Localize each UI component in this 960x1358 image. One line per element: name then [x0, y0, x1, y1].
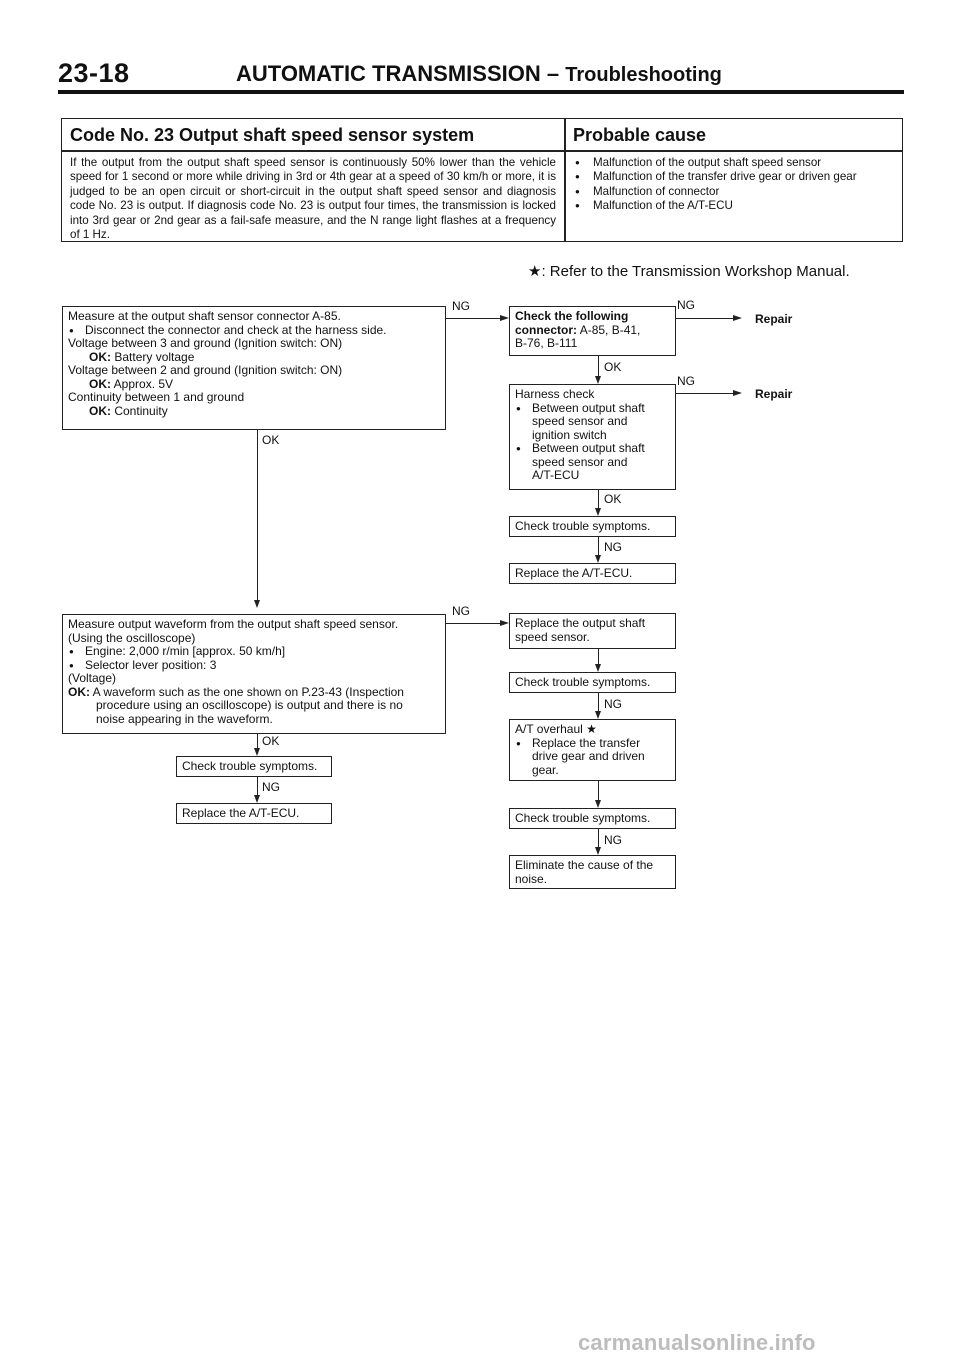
box-line: speed sensor. — [515, 629, 590, 644]
connector-line — [446, 318, 500, 319]
page-number: 23-18 — [58, 58, 130, 88]
code-heading: Code No. 23 Output shaft speed sensor system — [70, 125, 475, 145]
ok-label: OK — [604, 492, 622, 506]
ok-value: Battery voltage — [114, 349, 195, 364]
ng-label: NG — [677, 298, 695, 312]
ok-key: OK: — [68, 684, 90, 699]
connector-line — [598, 356, 599, 376]
repair-label: Repair — [755, 312, 793, 326]
box-line: Measure at the output shaft sensor connector A-85. — [68, 309, 341, 323]
box-line: Measure output waveform from the output shaft speed sensor. — [68, 617, 399, 631]
arrow-down-icon — [254, 748, 260, 756]
connector-line — [446, 623, 500, 624]
box-line: ● Selector lever position: 3 — [68, 659, 440, 673]
cause-item: ● Malfunction of the transfer drive gear or driven gear — [575, 170, 901, 184]
connector-line — [257, 777, 258, 795]
watermark: carmanualsonline.info — [578, 1330, 816, 1355]
box-line: ● Engine: 2,000 r/min [approx. 50 km/h] — [68, 645, 440, 659]
ok-value: Approx. 5V — [113, 376, 174, 391]
ng-label: NG — [452, 299, 470, 313]
repair-label: Repair — [755, 387, 793, 401]
arrow-down-icon — [254, 795, 260, 803]
connector-line — [598, 537, 599, 555]
connector-line — [598, 649, 599, 664]
connector-line — [598, 781, 599, 800]
box-line: noise. — [515, 871, 548, 886]
arrow-down-icon — [595, 664, 601, 672]
ng-label: NG — [604, 540, 622, 554]
box-line: ● Replace the transfer — [515, 737, 670, 751]
workshop-note: ★: Refer to the Transmission Workshop Manual. — [528, 263, 850, 280]
ok-key: OK: — [89, 349, 111, 364]
arrow-down-icon — [254, 600, 260, 608]
box-line: ● Between output shaft — [515, 442, 670, 456]
box-line: noise appearing in the waveform. — [96, 711, 273, 726]
header-rule — [58, 90, 904, 94]
connector-line — [598, 490, 599, 508]
ok-key: OK: — [89, 403, 111, 418]
measure-waveform-box — [62, 614, 446, 734]
check-symptoms-box: Check trouble symptoms. — [509, 808, 676, 829]
ok-line — [68, 351, 440, 365]
cause-item: ● Malfunction of the A/T-ECU — [575, 199, 901, 213]
box-line: Voltage between 2 and ground (Ignition switch: ON) — [68, 363, 343, 377]
page-title — [236, 61, 722, 87]
ok-label: OK — [604, 360, 622, 374]
box-line: Eliminate the cause of the — [515, 858, 654, 872]
arrow-right-icon — [500, 620, 509, 626]
box-line: ● Disconnect the connector and check at the harness side. — [68, 324, 440, 338]
box-line: speed sensor and — [532, 414, 628, 428]
cause-heading: Probable cause — [573, 125, 707, 145]
check-connector-box — [509, 306, 676, 356]
code-table-header-rule — [61, 150, 903, 152]
ok-line — [68, 378, 440, 392]
arrow-right-icon — [500, 315, 509, 321]
ng-label: NG — [604, 833, 622, 847]
arrow-down-icon — [595, 847, 601, 855]
box-line: B-76, B-111 — [515, 336, 578, 350]
box-line: speed sensor and — [532, 454, 628, 469]
box-line: Voltage between 3 and ground (Ignition switch: ON) — [68, 336, 343, 350]
arrow-right-icon — [733, 390, 742, 396]
code-description: If the output from the output shaft speed sensor is continuously 50% lower than the vehicle speed for 1 second or more while driving in 3rd or 4th gear at a speed of 30 km/h or more, it is judged to be an open circuit or short-circuit in the output shaft speed sensor and diagnosis code No. 23 is output. If diagnosis code No. 23 is output four times, the transmission is locked into 3rd gear or 2nd gear as a fail-safe measure, and the N range light flashes at a frequency of 1 Hz. — [70, 156, 556, 242]
harness-check-box — [509, 384, 676, 490]
connector-value: A-85, B-41, — [579, 322, 641, 337]
cause-item: ● Malfunction of the output shaft speed sensor — [575, 156, 901, 170]
cause-item: ● Malfunction of connector — [575, 185, 901, 199]
ng-label: NG — [262, 780, 280, 794]
connector-line — [598, 829, 599, 847]
arrow-down-icon — [595, 555, 601, 563]
code-table-divider — [564, 118, 566, 242]
ok-value: Continuity — [114, 403, 168, 418]
box-line: (Voltage) — [68, 671, 117, 685]
arrow-down-icon — [595, 376, 601, 384]
ok-value: A waveform such as the one shown on P.23-43 (Inspection — [92, 684, 404, 699]
connector-line — [676, 318, 733, 319]
title-dash: – — [546, 61, 560, 86]
box-line: gear. — [532, 762, 559, 777]
box-line: Harness check — [515, 387, 595, 401]
ok-label: OK — [262, 734, 280, 748]
replace-ecu-box: Replace the A/T-ECU. — [176, 803, 332, 824]
title-sub: Troubleshooting — [565, 64, 722, 86]
box-line: ignition switch — [532, 427, 607, 442]
ng-label: NG — [677, 374, 695, 388]
measure-connector-box — [62, 306, 446, 430]
box-line: Continuity between 1 and ground — [68, 390, 245, 404]
arrow-down-icon — [595, 508, 601, 516]
arrow-right-icon — [733, 315, 742, 321]
connector-line — [676, 393, 733, 394]
box-line: ● Between output shaft — [515, 402, 670, 416]
check-symptoms-box: Check trouble symptoms. — [509, 516, 676, 537]
box-line: Check the following — [515, 309, 629, 323]
box-line: drive gear and driven — [532, 749, 645, 763]
check-symptoms-box: Check trouble symptoms. — [176, 756, 332, 777]
ok-label: OK — [262, 433, 280, 447]
box-line: procedure using an oscilloscope) is output and there is no — [96, 698, 403, 712]
arrow-down-icon — [595, 800, 601, 808]
ok-line — [68, 405, 440, 419]
connector-key: connector: — [515, 322, 578, 337]
connector-line — [257, 734, 258, 748]
replace-sensor-box — [509, 613, 676, 649]
eliminate-noise-box — [509, 855, 676, 889]
ok-line — [68, 686, 440, 700]
ng-label: NG — [452, 604, 470, 618]
arrow-down-icon — [595, 711, 601, 719]
replace-ecu-box: Replace the A/T-ECU. — [509, 563, 676, 584]
ng-label: NG — [604, 697, 622, 711]
box-line: A/T overhaul ★ — [515, 722, 597, 736]
box-line: A/T-ECU — [532, 468, 580, 482]
cause-list — [575, 156, 901, 214]
connector-line — [257, 430, 258, 606]
connector-line — [598, 693, 599, 711]
ok-key: OK: — [89, 376, 111, 391]
title-main: AUTOMATIC TRANSMISSION — [236, 61, 541, 86]
box-line: (Using the oscilloscope) — [68, 630, 196, 645]
check-symptoms-box: Check trouble symptoms. — [509, 672, 676, 693]
box-line — [515, 324, 670, 338]
box-line: Replace the output shaft — [515, 616, 646, 630]
overhaul-box — [509, 719, 676, 781]
